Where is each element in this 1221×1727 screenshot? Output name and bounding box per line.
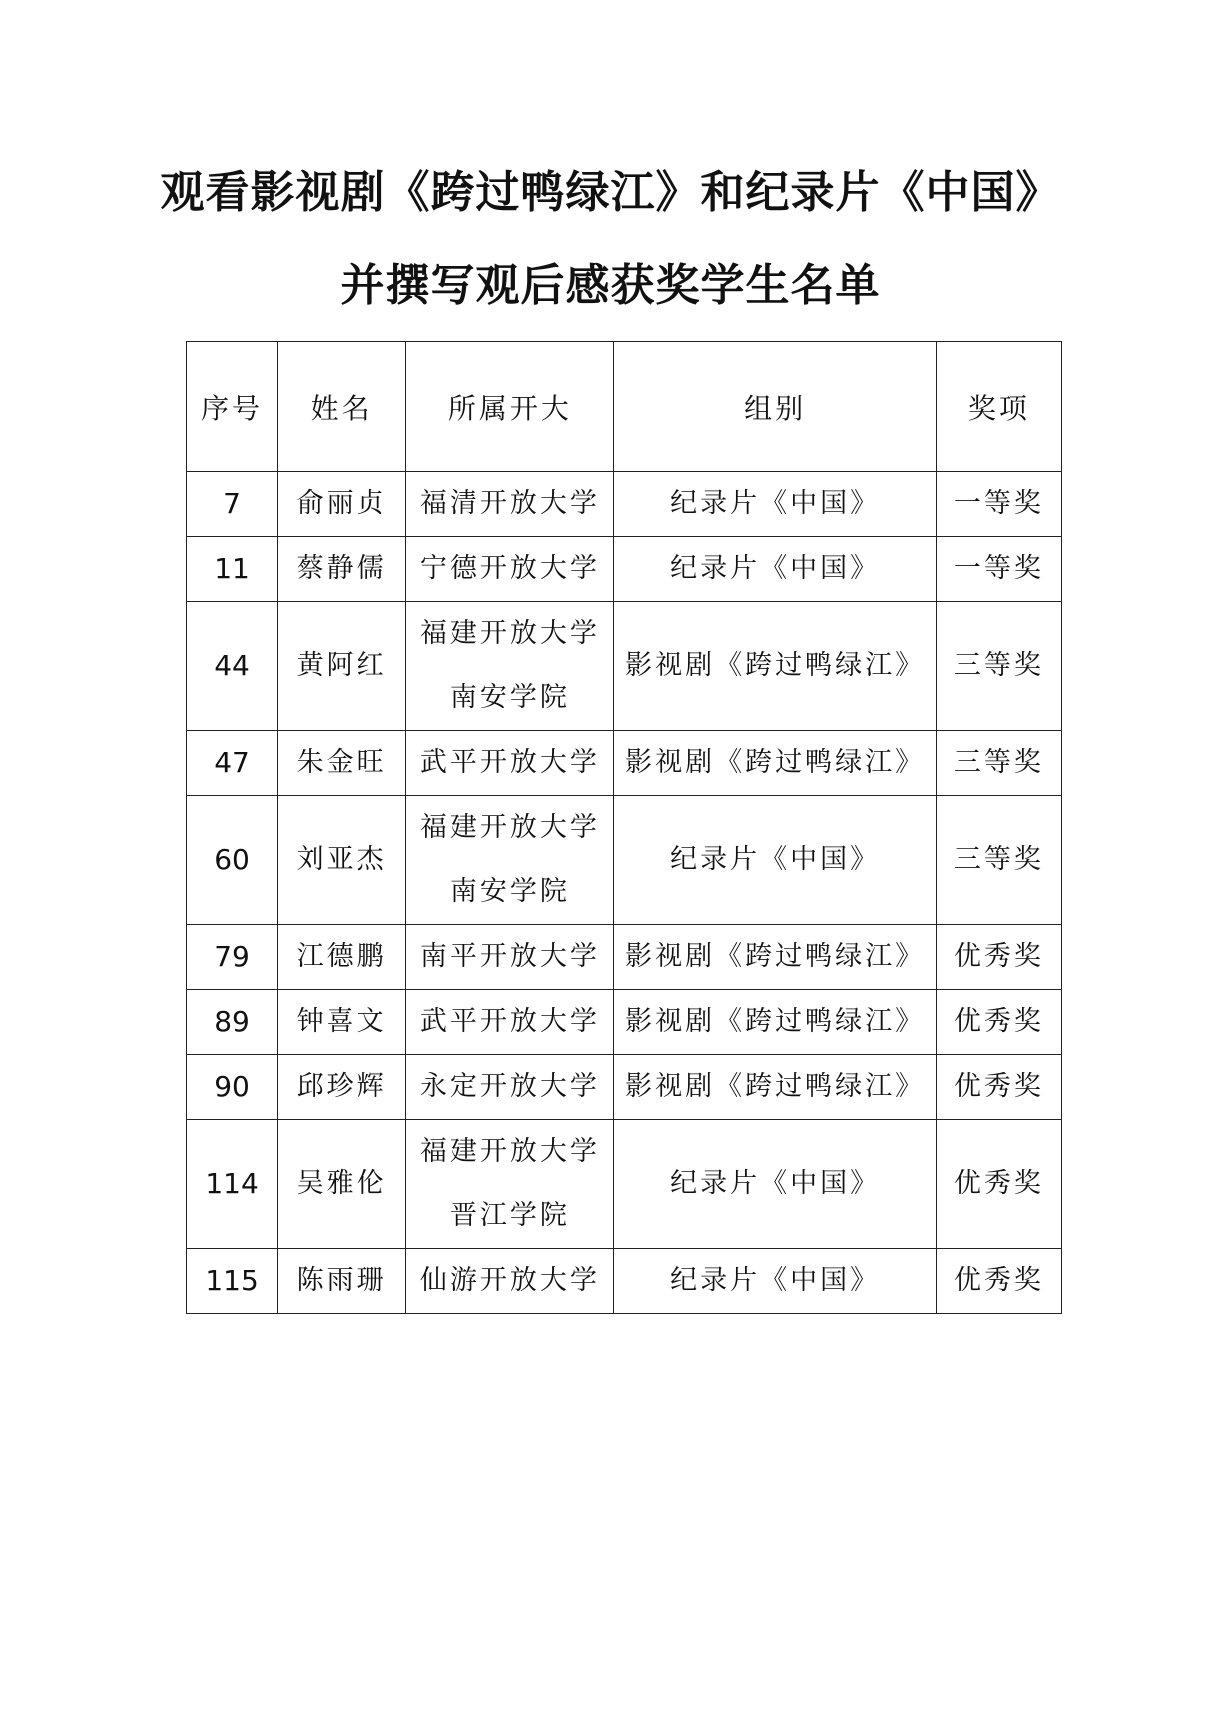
table-row — [187, 1120, 1062, 1249]
cell-seq: 79 — [187, 925, 278, 990]
table-row — [187, 602, 1062, 731]
table-row — [187, 472, 1062, 537]
cell-name: 黄阿红 — [278, 602, 406, 731]
cell-school — [406, 796, 614, 925]
cell-award: 三等奖 — [936, 731, 1061, 796]
cell-school: 仙游开放大学 — [406, 1249, 614, 1314]
cell-school-line: 福建开放大学 — [419, 1136, 600, 1167]
table-row — [187, 990, 1062, 1055]
document-title-line-1: 观看影视剧《跨过鸭绿江》和纪录片《中国》 — [160, 167, 1061, 218]
cell-award: 优秀奖 — [936, 925, 1061, 990]
award-table — [186, 341, 1062, 1314]
cell-seq: 90 — [187, 1055, 278, 1120]
cell-group: 纪录片《中国》 — [614, 1249, 936, 1314]
header-name: 姓名 — [278, 342, 406, 472]
cell-group: 纪录片《中国》 — [614, 1120, 936, 1249]
cell-seq: 7 — [187, 472, 278, 537]
cell-award: 优秀奖 — [936, 1120, 1061, 1249]
header-school: 所属开大 — [406, 342, 614, 472]
cell-group: 影视剧《跨过鸭绿江》 — [614, 1055, 936, 1120]
cell-name: 蔡静儒 — [278, 537, 406, 602]
cell-school: 武平开放大学 — [406, 731, 614, 796]
cell-name: 俞丽贞 — [278, 472, 406, 537]
cell-seq: 115 — [187, 1249, 278, 1314]
cell-award: 一等奖 — [936, 537, 1061, 602]
cell-group: 纪录片《中国》 — [614, 472, 936, 537]
cell-school-line: 福建开放大学 — [419, 812, 600, 843]
cell-school: 南平开放大学 — [406, 925, 614, 990]
cell-name: 朱金旺 — [278, 731, 406, 796]
cell-group: 影视剧《跨过鸭绿江》 — [614, 990, 936, 1055]
cell-school-line: 南安学院 — [449, 682, 570, 713]
table-row — [187, 796, 1062, 925]
table-row — [187, 537, 1062, 602]
cell-seq: 89 — [187, 990, 278, 1055]
cell-seq: 114 — [187, 1120, 278, 1249]
cell-school: 永定开放大学 — [406, 1055, 614, 1120]
cell-group: 纪录片《中国》 — [614, 537, 936, 602]
cell-school-line: 福建开放大学 — [419, 618, 600, 649]
cell-name: 吴雅伦 — [278, 1120, 406, 1249]
cell-group: 纪录片《中国》 — [614, 796, 936, 925]
cell-group: 影视剧《跨过鸭绿江》 — [614, 602, 936, 731]
cell-seq: 47 — [187, 731, 278, 796]
cell-name: 陈雨珊 — [278, 1249, 406, 1314]
table-row — [187, 1249, 1062, 1314]
cell-school: 宁德开放大学 — [406, 537, 614, 602]
cell-award: 一等奖 — [936, 472, 1061, 537]
cell-group: 影视剧《跨过鸭绿江》 — [614, 925, 936, 990]
cell-school: 福清开放大学 — [406, 472, 614, 537]
cell-name: 刘亚杰 — [278, 796, 406, 925]
cell-name: 江德鹏 — [278, 925, 406, 990]
cell-school-line: 晋江学院 — [449, 1200, 570, 1231]
cell-award: 优秀奖 — [936, 1249, 1061, 1314]
cell-award: 三等奖 — [936, 796, 1061, 925]
cell-seq: 60 — [187, 796, 278, 925]
table-row — [187, 1055, 1062, 1120]
table-header-row — [187, 342, 1062, 472]
cell-award: 三等奖 — [936, 602, 1061, 731]
cell-seq: 44 — [187, 602, 278, 731]
header-group: 组别 — [614, 342, 936, 472]
cell-award: 优秀奖 — [936, 990, 1061, 1055]
cell-school: 武平开放大学 — [406, 990, 614, 1055]
cell-school-line: 南安学院 — [449, 876, 570, 907]
cell-seq: 11 — [187, 537, 278, 602]
table-row — [187, 925, 1062, 990]
cell-group: 影视剧《跨过鸭绿江》 — [614, 731, 936, 796]
cell-award: 优秀奖 — [936, 1055, 1061, 1120]
cell-school — [406, 602, 614, 731]
table-row — [187, 731, 1062, 796]
header-award: 奖项 — [936, 342, 1061, 472]
header-seq: 序号 — [187, 342, 278, 472]
cell-school — [406, 1120, 614, 1249]
document-title-line-2: 并撰写观后感获奖学生名单 — [340, 260, 881, 311]
cell-name: 钟喜文 — [278, 990, 406, 1055]
cell-name: 邱珍辉 — [278, 1055, 406, 1120]
